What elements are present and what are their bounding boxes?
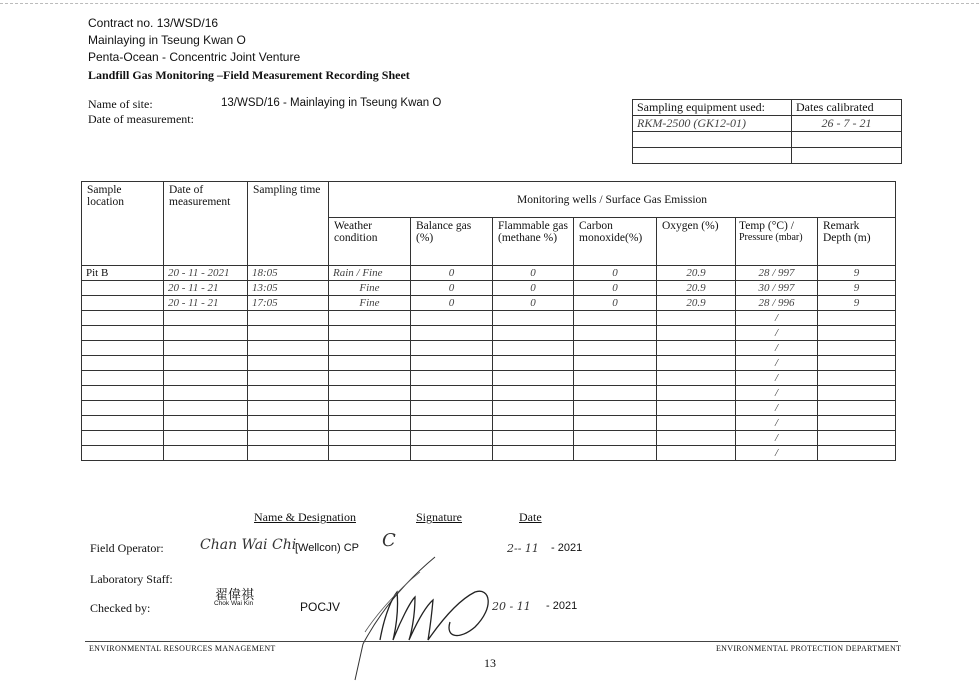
location-cell: Pit B xyxy=(82,266,164,281)
blank-cell xyxy=(329,431,411,446)
location-cell xyxy=(82,281,164,296)
blank-cell xyxy=(411,326,493,341)
remark-cell: 9 xyxy=(818,281,896,296)
blank-cell xyxy=(411,371,493,386)
blank-cell xyxy=(82,341,164,356)
blank-cell xyxy=(82,431,164,446)
blank-cell xyxy=(411,311,493,326)
table-row xyxy=(82,341,896,356)
weather-header: Weather condition xyxy=(329,218,411,266)
blank-cell xyxy=(657,416,736,431)
blank-cell xyxy=(574,356,657,371)
table-row xyxy=(82,386,896,401)
blank-cell xyxy=(164,341,248,356)
temp-slash: / xyxy=(736,431,818,446)
temp-slash: / xyxy=(736,446,818,461)
blank-cell xyxy=(329,326,411,341)
top-dashed-rule xyxy=(0,3,979,4)
flammable-cell: 0 xyxy=(493,296,574,311)
field-operator-org: [Wellcon) CP xyxy=(295,542,359,554)
table-row xyxy=(82,281,896,296)
date-of-measurement-header: Date of measurement xyxy=(164,182,248,266)
pressure-header-label: Pressure (mbar) xyxy=(739,232,803,243)
blank-cell xyxy=(248,311,329,326)
blank-cell xyxy=(248,416,329,431)
flammable-cell: 0 xyxy=(493,281,574,296)
balance-cell: 0 xyxy=(411,296,493,311)
time-cell: 13:05 xyxy=(248,281,329,296)
blank-cell xyxy=(493,356,574,371)
temp-pressure-header xyxy=(736,218,818,266)
blank-cell xyxy=(164,311,248,326)
table-row xyxy=(82,401,896,416)
blank-cell xyxy=(657,311,736,326)
blank-cell xyxy=(818,446,896,461)
blank-cell xyxy=(248,371,329,386)
balance-gas-header: Balance gas (%) xyxy=(411,218,493,266)
blank-cell xyxy=(818,371,896,386)
footer-right-text: ENVIRONMENTAL PROTECTION DEPARTMENT xyxy=(716,644,902,653)
time-cell: 18:05 xyxy=(248,266,329,281)
blank-cell xyxy=(82,416,164,431)
blank-cell xyxy=(411,356,493,371)
blank-cell xyxy=(574,311,657,326)
temp-pressure-cell: 28 / 996 xyxy=(736,296,818,311)
table-row xyxy=(82,311,896,326)
blank-cell xyxy=(82,446,164,461)
footer-rule xyxy=(85,641,898,642)
equipment-blank-cell xyxy=(633,132,792,148)
blank-cell xyxy=(329,311,411,326)
temp-header-label: Temp (°C) / xyxy=(739,220,794,232)
blank-cell xyxy=(82,371,164,386)
checked-by-chinese-name: 翟偉祺 xyxy=(215,587,255,602)
calibration-blank-cell xyxy=(792,148,902,164)
blank-cell xyxy=(82,386,164,401)
blank-cell xyxy=(657,341,736,356)
temp-slash: / xyxy=(736,341,818,356)
date-cell: 20 - 11 - 2021 xyxy=(164,266,248,281)
date-header: Date xyxy=(519,510,542,524)
blank-cell xyxy=(82,356,164,371)
blank-cell xyxy=(818,431,896,446)
blank-cell xyxy=(248,326,329,341)
blank-cell xyxy=(329,446,411,461)
temp-slash: / xyxy=(736,371,818,386)
table-row xyxy=(82,431,896,446)
blank-cell xyxy=(818,416,896,431)
blank-cell xyxy=(411,341,493,356)
checked-by-date-year: - 2021 xyxy=(546,600,578,612)
blank-cell xyxy=(164,371,248,386)
temp-slash: / xyxy=(736,386,818,401)
temp-slash: / xyxy=(736,416,818,431)
field-operator-label: Field Operator: xyxy=(90,541,164,555)
blank-cell xyxy=(248,446,329,461)
blank-cell xyxy=(574,371,657,386)
checker-signature-scribble xyxy=(325,552,500,682)
table-row xyxy=(82,356,896,371)
remark-cell: 9 xyxy=(818,296,896,311)
blank-cell xyxy=(329,416,411,431)
sampling-time-header: Sampling time xyxy=(248,182,329,266)
weather-cell: Fine xyxy=(329,281,411,296)
blank-cell xyxy=(657,386,736,401)
name-designation-header: Name & Designation xyxy=(254,510,356,524)
field-operator-date-year: - 2021 xyxy=(551,542,583,554)
blank-cell xyxy=(493,401,574,416)
blank-cell xyxy=(164,401,248,416)
blank-cell xyxy=(82,326,164,341)
temp-slash: / xyxy=(736,311,818,326)
date-cell: 20 - 11 - 21 xyxy=(164,296,248,311)
blank-cell xyxy=(411,431,493,446)
field-operator-date-handwritten: 2-- 11 xyxy=(507,542,539,555)
blank-cell xyxy=(493,341,574,356)
blank-cell xyxy=(574,341,657,356)
contractor-name: Penta-Ocean - Concentric Joint Venture xyxy=(88,50,301,64)
oxygen-cell: 20.9 xyxy=(657,296,736,311)
temp-pressure-cell: 30 / 997 xyxy=(736,281,818,296)
blank-cell xyxy=(248,401,329,416)
co-cell: 0 xyxy=(574,296,657,311)
laboratory-staff-label: Laboratory Staff: xyxy=(90,572,173,586)
checked-by-label: Checked by: xyxy=(90,601,151,615)
balance-cell: 0 xyxy=(411,266,493,281)
blank-cell xyxy=(818,401,896,416)
temp-pressure-cell: 28 / 997 xyxy=(736,266,818,281)
oxygen-header: Oxygen (%) xyxy=(657,218,736,266)
blank-cell xyxy=(493,431,574,446)
oxygen-cell: 20.9 xyxy=(657,266,736,281)
blank-cell xyxy=(493,416,574,431)
temp-slash: / xyxy=(736,326,818,341)
temp-slash: / xyxy=(736,401,818,416)
calibration-blank-cell xyxy=(792,132,902,148)
blank-cell xyxy=(164,356,248,371)
table-row xyxy=(82,296,896,311)
equipment-header: Sampling equipment used: xyxy=(633,100,792,116)
measurement-date-label: Date of measurement: xyxy=(88,112,194,126)
oxygen-cell: 20.9 xyxy=(657,281,736,296)
blank-cell xyxy=(574,326,657,341)
blank-cell xyxy=(657,431,736,446)
blank-cell xyxy=(574,386,657,401)
monitoring-group-header: Monitoring wells / Surface Gas Emission xyxy=(329,182,896,218)
blank-cell xyxy=(329,341,411,356)
co-cell: 0 xyxy=(574,266,657,281)
blank-cell xyxy=(248,386,329,401)
site-name-value: 13/WSD/16 - Mainlaying in Tseung Kwan O xyxy=(221,97,442,109)
balance-cell: 0 xyxy=(411,281,493,296)
blank-cell xyxy=(329,371,411,386)
blank-cell xyxy=(493,326,574,341)
table-row xyxy=(82,446,896,461)
blank-cell xyxy=(164,326,248,341)
checked-by-name: Chok Wai Kin xyxy=(214,600,254,607)
blank-cell xyxy=(657,401,736,416)
blank-cell xyxy=(329,356,411,371)
blank-cell xyxy=(411,386,493,401)
blank-cell xyxy=(657,356,736,371)
blank-cell xyxy=(164,416,248,431)
site-name-label: Name of site: xyxy=(88,97,153,111)
blank-cell xyxy=(329,401,411,416)
blank-cell xyxy=(248,356,329,371)
checked-by-org: POCJV xyxy=(300,600,341,614)
table-row xyxy=(82,326,896,341)
blank-cell xyxy=(657,371,736,386)
dates-calibrated-header: Dates calibrated xyxy=(792,100,902,116)
blank-cell xyxy=(657,446,736,461)
flammable-gas-header: Flammable gas (methane %) xyxy=(493,218,574,266)
blank-cell xyxy=(818,326,896,341)
remark-depth-header: Remark Depth (m) xyxy=(818,218,896,266)
date-cell: 20 - 11 - 21 xyxy=(164,281,248,296)
blank-cell xyxy=(818,311,896,326)
checked-by-date-handwritten: 20 - 11 xyxy=(492,600,531,613)
blank-cell xyxy=(574,446,657,461)
flammable-cell: 0 xyxy=(493,266,574,281)
co-cell: 0 xyxy=(574,281,657,296)
calibration-date-value: 26 - 7 - 21 xyxy=(792,116,902,132)
blank-cell xyxy=(411,416,493,431)
blank-cell xyxy=(818,341,896,356)
page-number: 13 xyxy=(484,656,496,670)
blank-cell xyxy=(248,431,329,446)
field-operator-signature: C xyxy=(382,530,396,551)
blank-cell xyxy=(818,386,896,401)
blank-cell xyxy=(82,311,164,326)
blank-cell xyxy=(164,446,248,461)
field-operator-name: Chan Wai Chi xyxy=(200,537,297,553)
contract-no: Contract no. 13/WSD/16 xyxy=(88,16,219,30)
equipment-blank-cell xyxy=(633,148,792,164)
blank-cell xyxy=(493,311,574,326)
location-cell xyxy=(82,296,164,311)
blank-cell xyxy=(248,341,329,356)
blank-cell xyxy=(164,386,248,401)
equipment-table xyxy=(632,99,902,164)
weather-cell: Fine xyxy=(329,296,411,311)
equipment-value: RKM-2500 (GK12-01) xyxy=(633,116,792,132)
blank-cell xyxy=(574,401,657,416)
carbon-monoxide-header: Carbon monoxide(%) xyxy=(574,218,657,266)
blank-cell xyxy=(329,386,411,401)
blank-cell xyxy=(657,326,736,341)
blank-cell xyxy=(493,386,574,401)
blank-cell xyxy=(411,446,493,461)
project-title: Mainlaying in Tseung Kwan O xyxy=(88,33,246,47)
blank-cell xyxy=(82,401,164,416)
blank-cell xyxy=(574,416,657,431)
blank-cell xyxy=(164,431,248,446)
footer-left-text: ENVIRONMENTAL RESOURCES MANAGEMENT xyxy=(89,644,276,653)
table-row xyxy=(82,266,896,281)
blank-cell xyxy=(574,431,657,446)
table-row xyxy=(82,371,896,386)
blank-cell xyxy=(493,446,574,461)
measurement-table xyxy=(81,181,896,461)
blank-cell xyxy=(493,371,574,386)
blank-cell xyxy=(411,401,493,416)
blank-cell xyxy=(818,356,896,371)
table-row xyxy=(82,416,896,431)
weather-cell: Rain / Fine xyxy=(329,266,411,281)
time-cell: 17:05 xyxy=(248,296,329,311)
sample-location-header: Sample location xyxy=(82,182,164,266)
temp-slash: / xyxy=(736,356,818,371)
sheet-title: Landfill Gas Monitoring –Field Measurement Recording Sheet xyxy=(88,68,410,82)
remark-cell: 9 xyxy=(818,266,896,281)
signature-header: Signature xyxy=(416,510,462,524)
